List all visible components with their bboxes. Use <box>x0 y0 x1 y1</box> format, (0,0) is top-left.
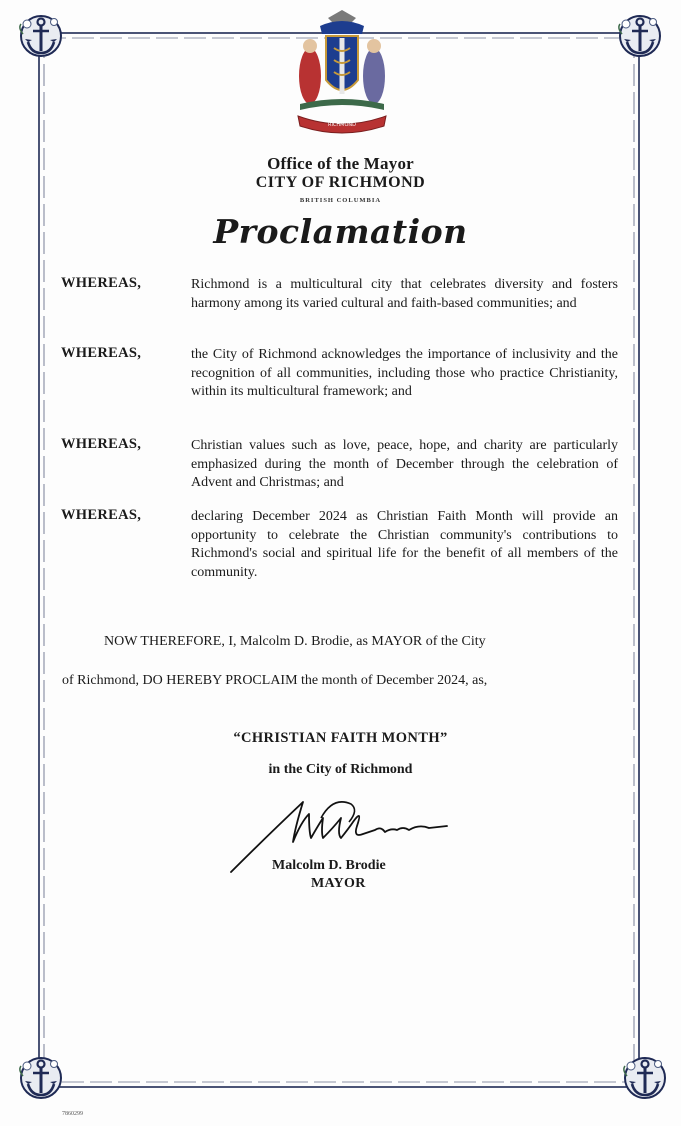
whereas-clause: the City of Richmond acknowledges the importance of inclusivity and the recognition of all communities, including those who practice Christianity, within its multicultural framework; and <box>191 347 618 399</box>
proclaim-line-2: of Richmond, DO HEREBY PROCLAIM the month of December 2024, as, <box>62 673 488 688</box>
whereas-label: WHEREAS, <box>61 436 142 452</box>
document-code: 7860299 <box>62 1111 83 1117</box>
anchor-icon <box>20 1058 61 1098</box>
signer-name: Malcolm D. Brodie <box>272 858 386 873</box>
whereas-label: WHEREAS, <box>61 507 142 523</box>
city-heading: CITY OF RICHMOND <box>255 174 426 191</box>
proclamation-title: Proclamation <box>213 212 468 251</box>
whereas-clause: Richmond is a multicultural city that celebrates diversity and fosters harmony among its varied cultural and faith-based communities; and <box>191 277 618 311</box>
crest-motto: RICHMOND <box>327 122 357 128</box>
office-heading: Office of the Mayor <box>267 154 414 173</box>
proclaimed-subtitle: in the City of Richmond <box>268 762 413 777</box>
city-crest <box>290 8 394 140</box>
whereas-clause: Christian values such as love, peace, hope, and charity are particularly emphasized during the month of December through the celebration of Advent and Christmas; and <box>191 438 618 490</box>
whereas-label: WHEREAS, <box>61 345 142 361</box>
whereas-clause: declaring December 2024 as Christian Faith Month will provide an opportunity to celebrate the Christian community's contributions to Richmond's social and spiritual life for the benefit of all members of the community. <box>191 509 618 580</box>
signer-role: MAYOR <box>311 876 366 891</box>
whereas-label: WHEREAS, <box>61 275 142 291</box>
anchor-icon <box>624 1058 665 1098</box>
anchor-icon <box>20 16 61 56</box>
province-heading: BRITISH COLUMBIA <box>299 197 382 204</box>
proclaimed-title: “CHRISTIAN FAITH MONTH” <box>233 730 448 746</box>
anchor-icon <box>619 16 660 56</box>
proclaim-line-1: NOW THEREFORE, I, Malcolm D. Brodie, as MAYOR of the City <box>104 634 486 649</box>
